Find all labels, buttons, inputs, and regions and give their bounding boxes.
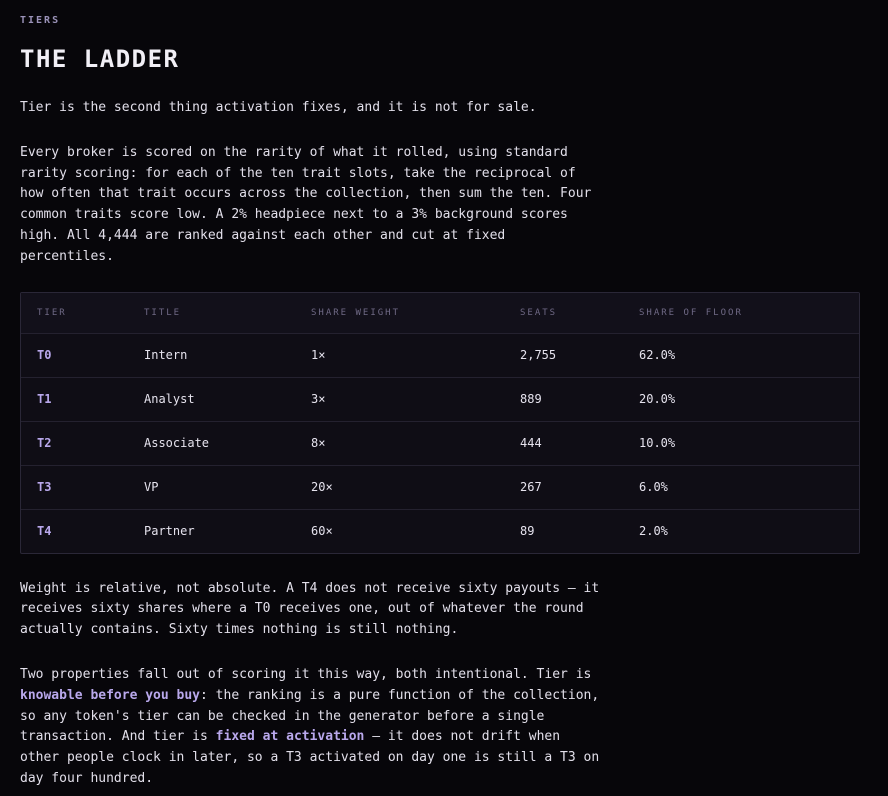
cell-title: Analyst xyxy=(128,377,295,421)
weight-paragraph: Weight is relative, not absolute. A T4 does not receive sixty payouts — it receives sixty shares where a T0 receives one, out of whatever the round actually contains. Sixty times nothing is still nothing. xyxy=(20,580,600,638)
cell-tier: T1 xyxy=(21,377,128,421)
scoring-paragraph: Every broker is scored on the rarity of what it rolled, using standard rarity scoring: for each of the ten trait slots, take the reciprocal of how often that trait occurs across the collection, then sum the ten. Four common traits score low. A 2% headpiece next to a 3% background scores high. All 4,444 are ranked against each other and cut at fixed percentiles. xyxy=(20,144,592,264)
cell-weight: 20× xyxy=(295,465,504,509)
cell-weight: 3× xyxy=(295,377,504,421)
knowable-emphasis: knowable before you buy xyxy=(20,687,201,703)
cell-tier: T0 xyxy=(21,333,128,377)
cell-tier: T3 xyxy=(21,465,128,509)
cell-weight: 60× xyxy=(311,524,333,539)
cell-title: VP xyxy=(128,465,295,509)
table-row xyxy=(21,421,859,465)
properties-text: : the ranking is a pure function of the collection, so any token's tier can be checked in the generator before a single transaction. And tier is xyxy=(20,687,600,745)
cell-seats: 89 xyxy=(520,524,535,539)
cell-weight: 1× xyxy=(295,333,504,377)
cell-weight: 8× xyxy=(295,421,504,465)
header-share-of-floor: SHARE OF FLOOR xyxy=(623,293,859,334)
table-row xyxy=(21,333,859,377)
header-seats: SEATS xyxy=(504,293,623,334)
header-tier: TIER xyxy=(21,293,128,334)
cell-seats: 267 xyxy=(504,465,623,509)
table-row xyxy=(21,377,859,421)
cell-title: Associate xyxy=(128,421,295,465)
cell-seats: 444 xyxy=(504,421,623,465)
section-eyebrow: TIERS xyxy=(20,15,61,26)
table-header-row xyxy=(21,293,859,334)
cell-seats: 2,755 xyxy=(504,333,623,377)
cell-title: Partner xyxy=(144,524,195,539)
fixed-emphasis: fixed at activation xyxy=(215,729,365,745)
cell-seats: 889 xyxy=(504,377,623,421)
table-row xyxy=(21,465,859,509)
lead-paragraph: Tier is the second thing activation fixes, and it is not for sale. xyxy=(20,100,537,115)
tier-table-container xyxy=(20,292,860,554)
cell-tier: T2 xyxy=(21,421,128,465)
header-share-weight: SHARE WEIGHT xyxy=(295,293,504,334)
properties-paragraph xyxy=(20,665,600,790)
cell-share: 62.0% xyxy=(623,333,859,377)
cell-share: 20.0% xyxy=(623,377,859,421)
cell-tier: T4 xyxy=(37,524,52,539)
header-title: TITLE xyxy=(128,293,295,334)
tier-table xyxy=(21,293,859,553)
properties-text: Two properties fall out of scoring it this way, both intentional. Tier is xyxy=(20,666,592,682)
properties-text: — it does not drift when other people clock in later, so a T3 activated on day one is still a T3 on day four hundred. xyxy=(20,729,600,786)
cell-share: 6.0% xyxy=(623,465,859,509)
section-title: THE LADDER xyxy=(20,45,180,73)
cell-share: 2.0% xyxy=(639,524,668,539)
cell-title: Intern xyxy=(128,333,295,377)
cell-share: 10.0% xyxy=(623,421,859,465)
table-row xyxy=(21,509,859,553)
